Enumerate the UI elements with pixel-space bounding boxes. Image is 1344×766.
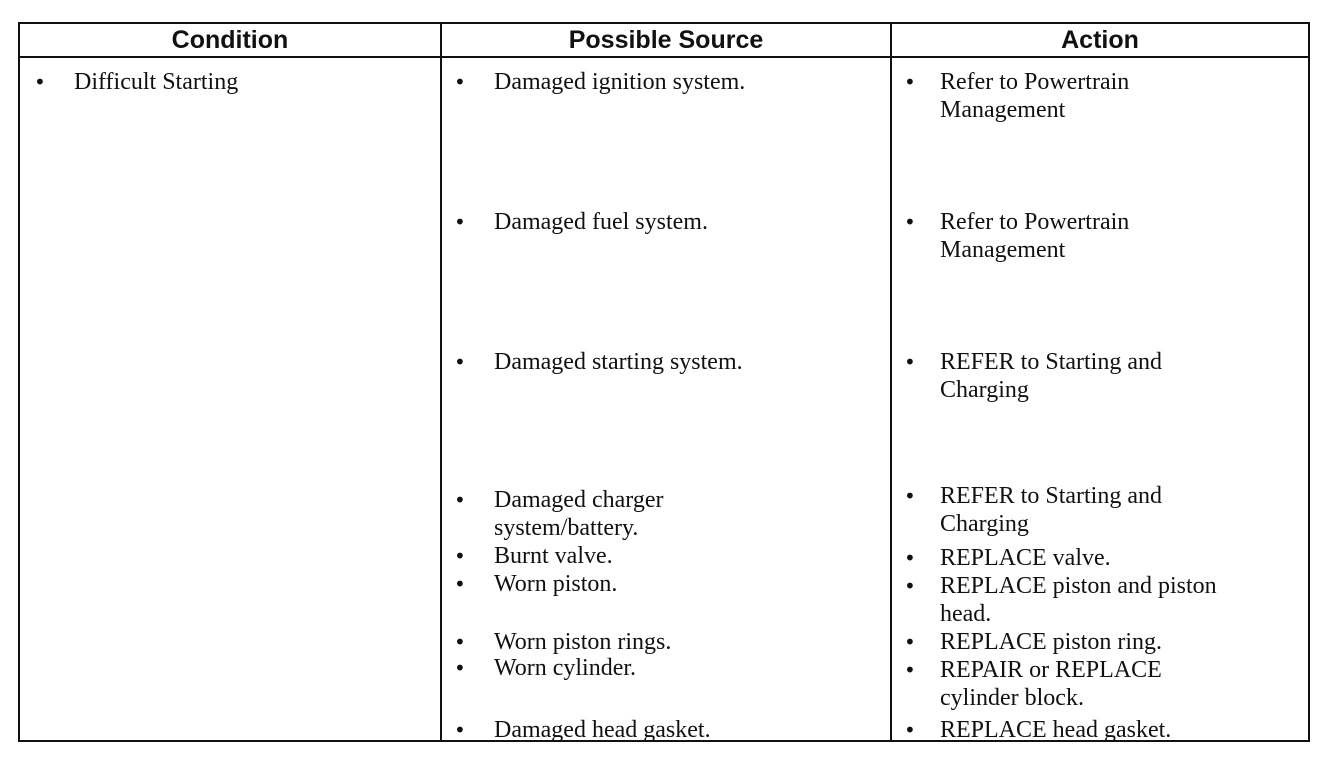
condition-text: Difficult Starting bbox=[74, 69, 239, 95]
action-text bbox=[940, 68, 1129, 124]
action-text-line: REFER to Starting and bbox=[940, 349, 1162, 375]
source-text bbox=[494, 208, 708, 236]
action-text-line: REPLACE valve. bbox=[940, 545, 1111, 571]
action-text-line: Refer to Powertrain bbox=[940, 69, 1130, 95]
bullet: • bbox=[904, 658, 916, 682]
action-text-line: REPLACE head gasket. bbox=[940, 717, 1172, 743]
action-text-line: REFER to Starting and bbox=[940, 483, 1162, 509]
source-text bbox=[494, 628, 671, 656]
source-text bbox=[494, 570, 617, 598]
bullet: • bbox=[454, 572, 466, 596]
action-text bbox=[940, 628, 1162, 656]
source-text bbox=[494, 542, 613, 570]
source-text-line: system/battery. bbox=[494, 515, 639, 541]
source-text-line: Damaged starting system. bbox=[494, 349, 743, 375]
bullet: • bbox=[454, 488, 466, 512]
bullet: • bbox=[904, 210, 916, 234]
bullet: • bbox=[454, 718, 466, 742]
column-divider-2 bbox=[890, 22, 892, 742]
bullet: • bbox=[904, 484, 916, 508]
source-text bbox=[494, 68, 745, 96]
action-text bbox=[940, 544, 1111, 572]
action-text-line: head. bbox=[940, 601, 992, 627]
bullet: • bbox=[454, 350, 466, 374]
bullet: • bbox=[34, 70, 46, 94]
action-text bbox=[940, 716, 1171, 744]
action-text-line: Charging bbox=[940, 511, 1029, 537]
bullet: • bbox=[454, 70, 466, 94]
source-text bbox=[494, 486, 663, 542]
bullet: • bbox=[454, 544, 466, 568]
source-text-line: Worn piston rings. bbox=[494, 629, 672, 655]
bullet: • bbox=[904, 630, 916, 654]
action-text-line: Management bbox=[940, 237, 1066, 263]
bullet: • bbox=[904, 718, 916, 742]
action-text bbox=[940, 348, 1162, 404]
source-text bbox=[494, 654, 636, 682]
action-text bbox=[940, 656, 1162, 712]
action-text bbox=[940, 482, 1162, 538]
header-action: Action bbox=[1061, 26, 1139, 54]
action-text-line: cylinder block. bbox=[940, 685, 1084, 711]
action-text bbox=[940, 208, 1129, 264]
source-text-line: Burnt valve. bbox=[494, 543, 613, 569]
bullet: • bbox=[904, 546, 916, 570]
bullet: • bbox=[454, 630, 466, 654]
action-text-line: Charging bbox=[940, 377, 1029, 403]
source-text bbox=[494, 348, 743, 376]
source-text-line: Damaged charger bbox=[494, 487, 664, 513]
action-text-line: Management bbox=[940, 97, 1066, 123]
source-text bbox=[494, 716, 711, 744]
column-divider-1 bbox=[440, 22, 442, 742]
bullet: • bbox=[454, 656, 466, 680]
bullet: • bbox=[904, 574, 916, 598]
source-text-line: Damaged head gasket. bbox=[494, 717, 711, 743]
bullet: • bbox=[904, 350, 916, 374]
action-text-line: REPLACE piston ring. bbox=[940, 629, 1163, 655]
action-text-line: Refer to Powertrain bbox=[940, 209, 1130, 235]
header-possible-source: Possible Source bbox=[568, 26, 764, 54]
source-text-line: Worn cylinder. bbox=[494, 655, 637, 681]
bullet: • bbox=[454, 210, 466, 234]
action-text-line: REPAIR or REPLACE bbox=[940, 657, 1162, 683]
action-text bbox=[940, 572, 1217, 628]
action-text-line: REPLACE piston and piston bbox=[940, 573, 1217, 599]
bullet: • bbox=[904, 70, 916, 94]
source-text-line: Damaged fuel system. bbox=[494, 209, 708, 235]
header-condition: Condition bbox=[171, 26, 289, 54]
source-text-line: Damaged ignition system. bbox=[494, 69, 746, 95]
source-text-line: Worn piston. bbox=[494, 571, 618, 597]
